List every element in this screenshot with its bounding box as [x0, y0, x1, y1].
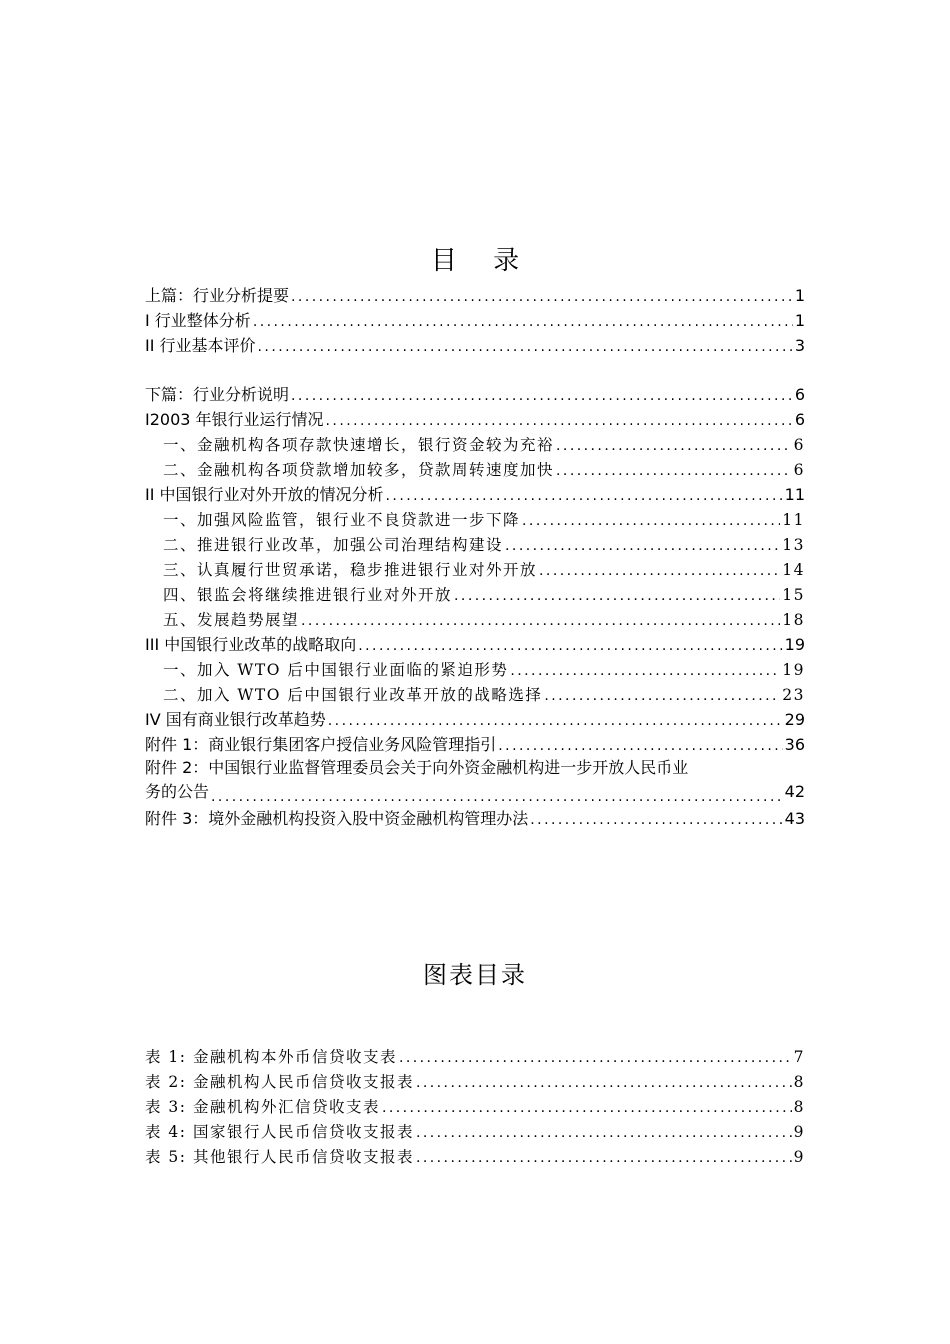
leader-dots: [253, 311, 793, 331]
toc-subentry[interactable]: [163, 656, 805, 680]
toc-entry-label: 二、推进银行业改革，加强公司治理结构建设: [163, 536, 504, 554]
toc-entry-page: 29: [784, 710, 805, 729]
toc-entry-label: 二、金融机构各项贷款增加较多，贷款周转速度加快: [163, 461, 555, 479]
leader-dots: [416, 1122, 792, 1142]
toc-entry-label: 三、认真履行世贸承诺，稳步推进银行业对外开放: [163, 561, 538, 579]
toc-entry-label: 四、银监会将继续推进银行业对外开放: [163, 586, 453, 604]
toc-entry-page: 19: [782, 661, 805, 679]
toc-entry[interactable]: [145, 282, 805, 306]
toc-entry-label: I 行业整体分析: [145, 311, 251, 330]
toc-subentry[interactable]: [163, 456, 805, 480]
leader-dots: [258, 336, 793, 356]
figure-list-title: 图表目录: [423, 961, 527, 989]
leader-dots: [510, 660, 780, 680]
toc-entry-page: 14: [782, 561, 805, 579]
toc-entry-label: I2003 年银行业运行情况: [145, 410, 324, 429]
table-entry-label: 表 5: 其他银行人民币信贷收支报表: [145, 1148, 414, 1166]
leader-dots: [556, 460, 792, 480]
toc-entry-page: 1: [794, 311, 805, 330]
toc-entry-label: III 中国银行业改革的战略取向: [145, 635, 357, 654]
toc-entry[interactable]: [145, 706, 805, 730]
leader-dots: [211, 784, 783, 804]
toc-entry-page: 3: [794, 336, 805, 355]
toc-entry-page: 13: [782, 536, 805, 554]
toc-entry[interactable]: [145, 805, 805, 829]
toc-entry-label: II 行业基本评价: [145, 336, 256, 355]
toc-subentry[interactable]: [163, 506, 805, 530]
toc-entry-page: 6: [794, 385, 805, 404]
toc-entry-page: 1: [794, 286, 805, 305]
table-entry-page: 9: [793, 1123, 805, 1141]
toc-entry-page: 11: [784, 485, 805, 504]
toc-entry-page: 15: [782, 586, 805, 604]
leader-dots: [530, 809, 782, 829]
toc-entry-multiline[interactable]: [145, 756, 805, 804]
toc-entry-page: 43: [784, 809, 805, 828]
leader-dots: [301, 610, 780, 630]
leader-dots: [328, 710, 783, 730]
table-entry[interactable]: [145, 1093, 805, 1117]
leader-dots: [522, 510, 780, 530]
table-entry-label: 表 1: 金融机构本外币信贷收支表: [145, 1048, 397, 1066]
leader-dots: [454, 585, 780, 605]
table-entry-page: 9: [793, 1148, 805, 1166]
toc-subentry[interactable]: [163, 681, 805, 705]
leader-dots: [386, 485, 783, 505]
toc-entry-label: 一、金融机构各项存款快速增长，银行资金较为充裕: [163, 436, 555, 454]
leader-dots: [505, 535, 780, 555]
toc-subentry[interactable]: [163, 431, 805, 455]
toc-entry[interactable]: [145, 631, 805, 655]
toc-entry-page: 23: [782, 686, 805, 704]
toc-entry-label: 一、加强风险监管，银行业不良贷款进一步下降: [163, 511, 521, 529]
table-entry-page: 7: [793, 1048, 805, 1066]
table-entry[interactable]: [145, 1043, 805, 1067]
leader-dots: [291, 385, 793, 405]
toc-entry-label: 上篇：行业分析提要: [145, 286, 290, 305]
leader-dots: [416, 1072, 792, 1092]
table-entry-label: 表 2: 金融机构人民币信贷收支报表: [145, 1073, 414, 1091]
toc-subentry[interactable]: [163, 606, 805, 630]
toc-entry-label: 附件 2：中国银行业监督管理委员会关于向外资金融机构进一步开放人民币业: [145, 758, 689, 777]
table-entry[interactable]: [145, 1143, 805, 1167]
table-entry-page: 8: [793, 1098, 805, 1116]
toc-entry-page: 6: [793, 436, 805, 454]
toc-entry-label: IV 国有商业银行改革趋势: [145, 710, 326, 729]
toc-subentry[interactable]: [163, 556, 805, 580]
toc-entry-page: 6: [793, 461, 805, 479]
toc-entry-label: 五、发展趋势展望: [163, 611, 300, 629]
toc-entry-label: II 中国银行业对外开放的情况分析: [145, 485, 384, 504]
toc-entry-page: 18: [782, 611, 805, 629]
toc-title: 目 录: [430, 246, 534, 276]
toc-entry[interactable]: [145, 731, 805, 755]
leader-dots: [291, 286, 793, 306]
toc-entry-label: 附件 3：境外金融机构投资入股中资金融机构管理办法: [145, 809, 529, 828]
leader-dots: [326, 410, 793, 430]
toc-entry-page: 36: [784, 735, 805, 754]
leader-dots: [556, 435, 792, 455]
toc-entry-label: 二、加入 WTO 后中国银行业改革开放的战略选择: [163, 686, 543, 704]
toc-entry-page: 19: [784, 635, 805, 654]
toc-entry-label: 附件 1：商业银行集团客户授信业务风险管理指引: [145, 735, 497, 754]
table-entry[interactable]: [145, 1118, 805, 1142]
toc-entry[interactable]: [145, 307, 805, 331]
table-entry-label: 表 4: 国家银行人民币信贷收支报表: [145, 1123, 414, 1141]
leader-dots: [358, 635, 782, 655]
toc-entry-page: 11: [782, 511, 805, 529]
toc-entry[interactable]: [145, 481, 805, 505]
toc-entry-label: 下篇：行业分析说明: [145, 385, 290, 404]
toc-subentry[interactable]: [163, 531, 805, 555]
table-entry-page: 8: [793, 1073, 805, 1091]
toc-entry-page: 42: [784, 782, 805, 801]
leader-dots: [382, 1097, 792, 1117]
leader-dots: [498, 735, 782, 755]
toc-entry-label: 一、加入 WTO 后中国银行业面临的紧迫形势: [163, 661, 509, 679]
table-entry[interactable]: [145, 1068, 805, 1092]
leader-dots: [544, 685, 780, 705]
toc-entry-page: 6: [794, 410, 805, 429]
leader-dots: [416, 1147, 792, 1167]
toc-entry-label-continued: 务的公告: [145, 782, 210, 801]
leader-dots: [539, 560, 780, 580]
toc-subentry[interactable]: [163, 581, 805, 605]
toc-entry[interactable]: [145, 406, 805, 430]
toc-entry[interactable]: [145, 332, 805, 356]
toc-entry[interactable]: [145, 381, 805, 405]
leader-dots: [399, 1047, 792, 1067]
table-entry-label: 表 3: 金融机构外汇信贷收支表: [145, 1098, 380, 1116]
